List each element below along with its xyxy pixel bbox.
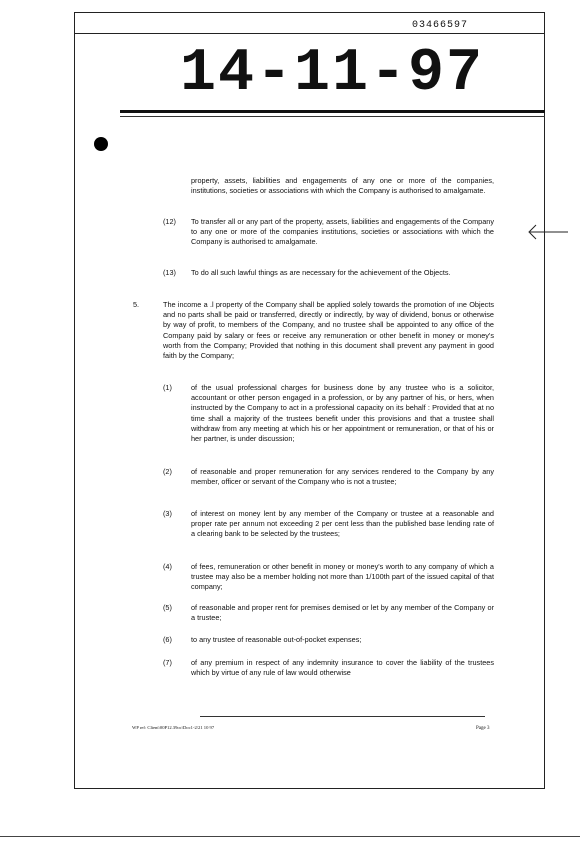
clause-4-12-number: (12) [163, 217, 176, 226]
date-stamp: 14-11-97 [179, 40, 485, 108]
clause-5-text: The income a .l property of the Company shall be applied solely towards the promotion of ıne Objects and no parts shall be paid or transferred, directly or indirectly, by way of dividend, bonus or otherwise by way of profit, to members of the Company, and no trustee shall be appointed to any office of the Company paid by salary or fees or receive any remuneration or other benefit in money or money's worth from the Company; Provided that nothing in this document shall prevent any payment in good faith by the Company; [163, 300, 494, 361]
header-divider [74, 33, 545, 34]
company-number: 03466597 [412, 20, 469, 31]
stamp-rule-thick [120, 110, 545, 113]
clause-5-number: 5. [133, 300, 140, 309]
footer-reference: WP ref: Client\00P12.39oc\Doc1-2/21 10 97 [132, 725, 215, 730]
clause-5-6-number: (6) [163, 635, 172, 644]
clause-4-13-text: To do all such lawful things as are necessary for the achievement of the Objects. [191, 268, 451, 277]
stamp-rule-thin [120, 116, 545, 117]
clause-5-2-number: (2) [163, 467, 172, 476]
page-number: Page 3 [476, 726, 490, 731]
clause-5-4-number: (4) [163, 562, 172, 571]
clause-5-6-text: to any trustee of reasonable out-of-pocket expenses; [191, 635, 362, 644]
footer-divider [200, 716, 485, 717]
clause-4-11-continuation: property, assets, liabilities and engagements of any one or more of the companies, institutions, societies or associations with which the Company is authorised to amalgamate. [191, 176, 494, 196]
clause-4-12-text: To transfer all or any part of the property, assets, liabilities and engagements of the Company to any one or more of the companies institutions, societies or associations with which the Company is authorised tc amalgamate. [191, 217, 494, 247]
left-arrow-icon [526, 220, 570, 244]
clause-5-1-number: (1) [163, 383, 172, 392]
clause-5-2-text: of reasonable and proper remuneration for any services rendered to the Company by any member, officer or servant of the Company who is not a trustee; [191, 467, 494, 487]
clause-5-3-text: of interest on money lent by any member of the Company or trustee at a reasonable and proper rate per annum not exceeding 2 per cent less than the published base lending rate of a clearing bank to be selected by the trustees; [191, 509, 494, 539]
clause-5-4-text: of fees, remuneration or other benefit in money or money's worth to any company of which a trustee may also be a member holding not more than 1/100th part of the issued capital of that company; [191, 562, 494, 592]
clause-5-1-text: of the usual professional charges for business done by any trustee who is a solicitor, accountant or other person engaged in a profession, or by any partner of his, or hers, when instructed by the Company to act in a professional capacity on its behalf : Provided that at no time shall a majority of the trustees benefit under this provisions and that a trustee shall withdraw from any meeting at which his or her appointment or remuneration, or that of his or her partner, is under discussion; [191, 383, 494, 444]
hole-punch-icon [94, 137, 108, 151]
clause-5-7-number: (7) [163, 658, 172, 667]
clause-4-13-number: (13) [163, 268, 176, 277]
clause-5-5-text: of reasonable and proper rent for premises demised or let by any member of the Company or a trustee; [191, 603, 494, 623]
scan-edge-line [0, 836, 580, 837]
clause-5-3-number: (3) [163, 509, 172, 518]
clause-5-7-text: of any premium in respect of any indemnity insurance to cover the liability of the trustees which by virtue of any rule of law would otherwise [191, 658, 494, 678]
clause-5-5-number: (5) [163, 603, 172, 612]
